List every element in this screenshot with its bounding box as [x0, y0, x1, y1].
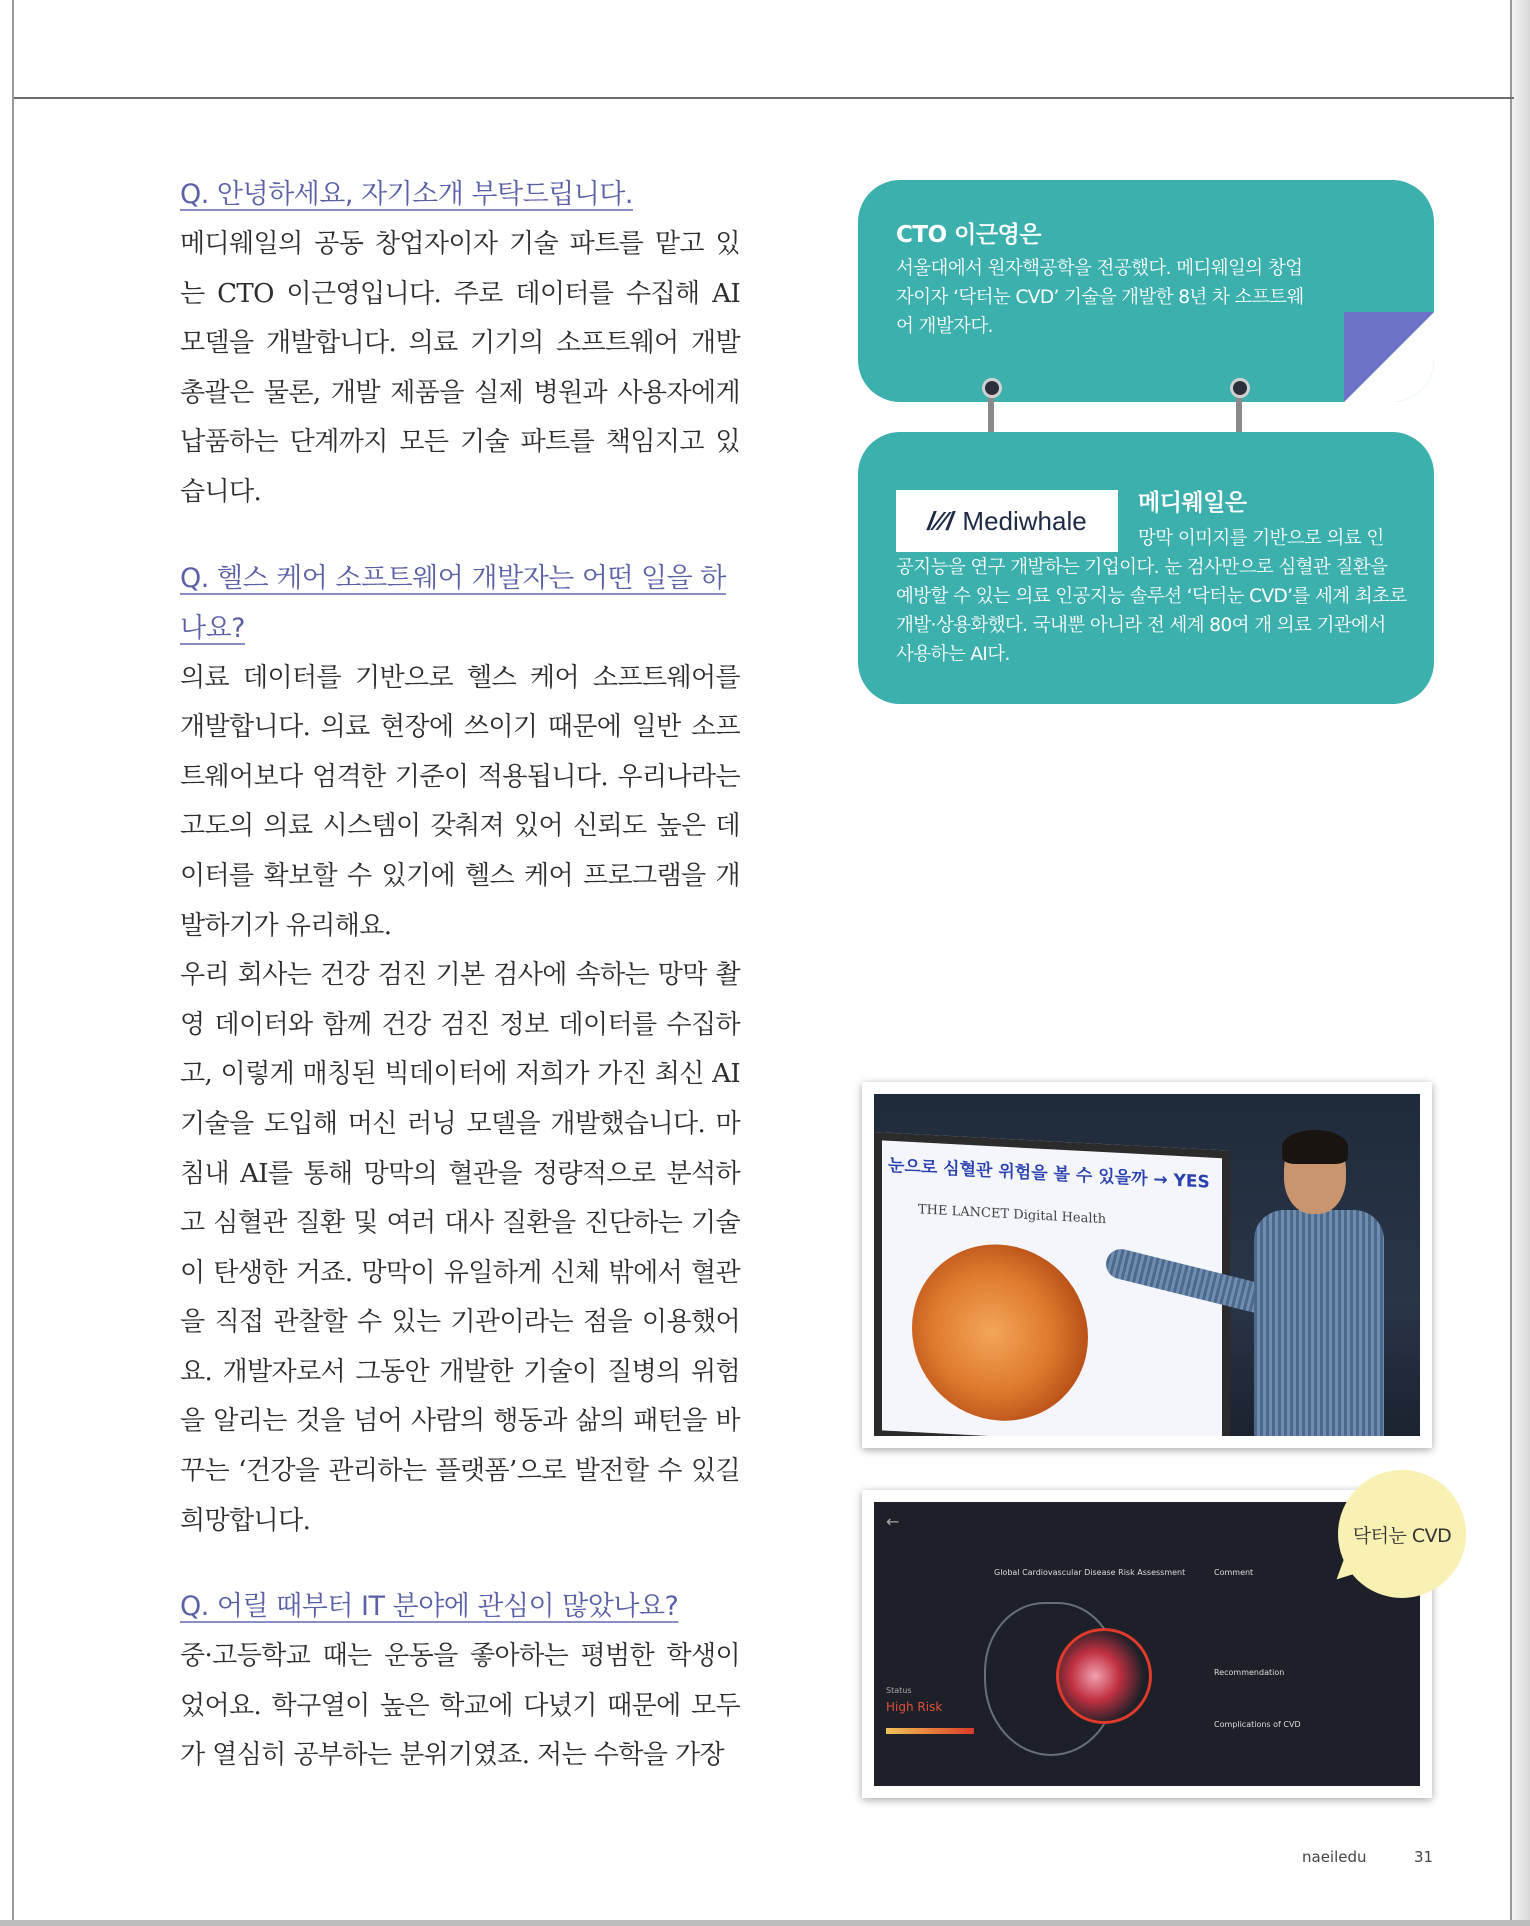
journal-label: THE LANCET Digital Health: [918, 1202, 1107, 1228]
app-recommendation-label: Recommendation: [1214, 1668, 1285, 1677]
ring-hole-icon: [1230, 378, 1250, 398]
answer-1: 메디웨일의 공동 창업자이자 기술 파트를 맡고 있는 CTO 이근영입니다. 주로 데이터를 수집해 AI 모델을 개발합니다. 의료 기기의 소프트웨어 개발 총괄은 물론, 개발 제품을 실제 병원과 사용자에게 납품하는 단계까지 모든 기술 파트를 책임지고 있습니다.: [180, 229, 740, 507]
question-1: Q. 안녕하세요, 자기소개 부탁드립니다.: [180, 179, 633, 210]
question-3: Q. 어릴 때부터 IT 분야에 관심이 많았나요?: [180, 1591, 679, 1623]
answer-2-paragraph-2: 우리 회사는 건강 검진 기본 검사에 속하는 망막 촬영 데이터와 함께 건강 검진 정보 데이터를 수집하고, 이렇게 매칭된 빅데이터에 저희가 가진 최신 AI 기술을 도입해 머신 러닝 모델을 개발했습니다. 마침내 AI를 통해 망막의 혈관을 정량적으로 분석하고 심혈관 질환 및 여러 대사 질환을 진단하는 기술이 탄생한 거죠. 망막이 유일하게 신체 밖에서 혈관을 직접 관찰할 수 있는 기관이라는 점을 이용했어요. 개발자로서 그동안 개발한 기술이 질병의 위험을 알리는 것을 넘어 사람의 행동과 삶의 패턴을 바꾸는 ‘건강을 관리하는 플랫폼’으로 발전할 수 있길 희망합니다.: [180, 960, 740, 1536]
logo-mark-icon: /⁄⁄/: [927, 505, 955, 536]
company-profile-card: [858, 432, 1434, 704]
company-card-title: 메디웨일은: [1138, 490, 1247, 516]
retina-image: [912, 1240, 1088, 1425]
company-card-text: 공지능을 연구 개발하는 기업이다. 눈 검사만으로 심혈관 질환을 예방할 수 있는 의료 인공지능 솔루션 ‘닥터눈 CVD’를 세계 최초로 개발·상용화했다. 국내뿐 아니라 전 세계 80여 개 의료 기관에서 사용하는 AI다.: [896, 557, 1407, 665]
app-comment-label: Comment: [1214, 1568, 1254, 1577]
mediwhale-logo: [896, 490, 1118, 552]
answer-2-paragraph-1: 의료 데이터를 기반으로 헬스 케어 소프트웨어를 개발합니다. 의료 현장에 쓰이기 때문에 일반 소프트웨어보다 엄격한 기준이 적용됩니다. 우리나라는 고도의 의료 시스템이 갖춰져 있어 신뢰도 높은 데이터를 확보할 수 있기에 헬스 케어 프로그램을 개발하기가 유리해요.: [180, 662, 740, 941]
header-rule: [14, 97, 1514, 99]
footer-brand: naeiledu: [1302, 1848, 1367, 1866]
screen-headline: 눈으로 심혈관 위험을 볼 수 있을까 → YES: [888, 1155, 1210, 1193]
cto-card-title: CTO 이근영은: [896, 222, 1041, 248]
app-complications-label: Complications of CVD: [1214, 1720, 1301, 1729]
ring-hole-icon: [982, 378, 1002, 398]
logo-wordmark: Mediwhale: [962, 505, 1087, 536]
risk-gauge: [886, 1728, 974, 1734]
cto-profile-card: [858, 180, 1434, 402]
product-callout: 닥터눈 CVD: [1338, 1470, 1466, 1598]
vessel-icon: [1056, 1628, 1152, 1724]
app-risk-value: High Risk: [886, 1700, 943, 1714]
answer-3: 중·고등학교 때는 운동을 좋아하는 평범한 학생이었어요. 학구열이 높은 학교에 다녔기 때문에 모두가 열심히 공부하는 분위기였죠. 저는 수학을 가장: [180, 1641, 740, 1771]
page-number: 31: [1414, 1848, 1434, 1866]
back-arrow-icon: ←: [886, 1512, 900, 1531]
page-bottom-edge: [0, 1920, 1530, 1926]
app-title: Global Cardiovascular Disease Risk Assessment: [994, 1568, 1186, 1577]
presentation-photo: [862, 1082, 1432, 1448]
company-card-text-first: 망막 이미지를 기반으로 의료 인: [1138, 528, 1384, 549]
app-status-label: Status: [886, 1686, 912, 1695]
presenter-figure: [1254, 1134, 1374, 1436]
page-fold-flap: [1344, 312, 1434, 402]
page-edge: [1512, 0, 1530, 1926]
question-2: Q. 헬스 케어 소프트웨어 개발자는 어떤 일을 하나요?: [180, 562, 726, 644]
cto-card-text: 서울대에서 원자핵공학을 전공했다. 메디웨일의 창업자이자 ‘닥터눈 CVD’ 기술을 개발한 8년 차 소프트웨어 개발자다.: [896, 258, 1304, 337]
interview-article: [180, 170, 740, 1781]
